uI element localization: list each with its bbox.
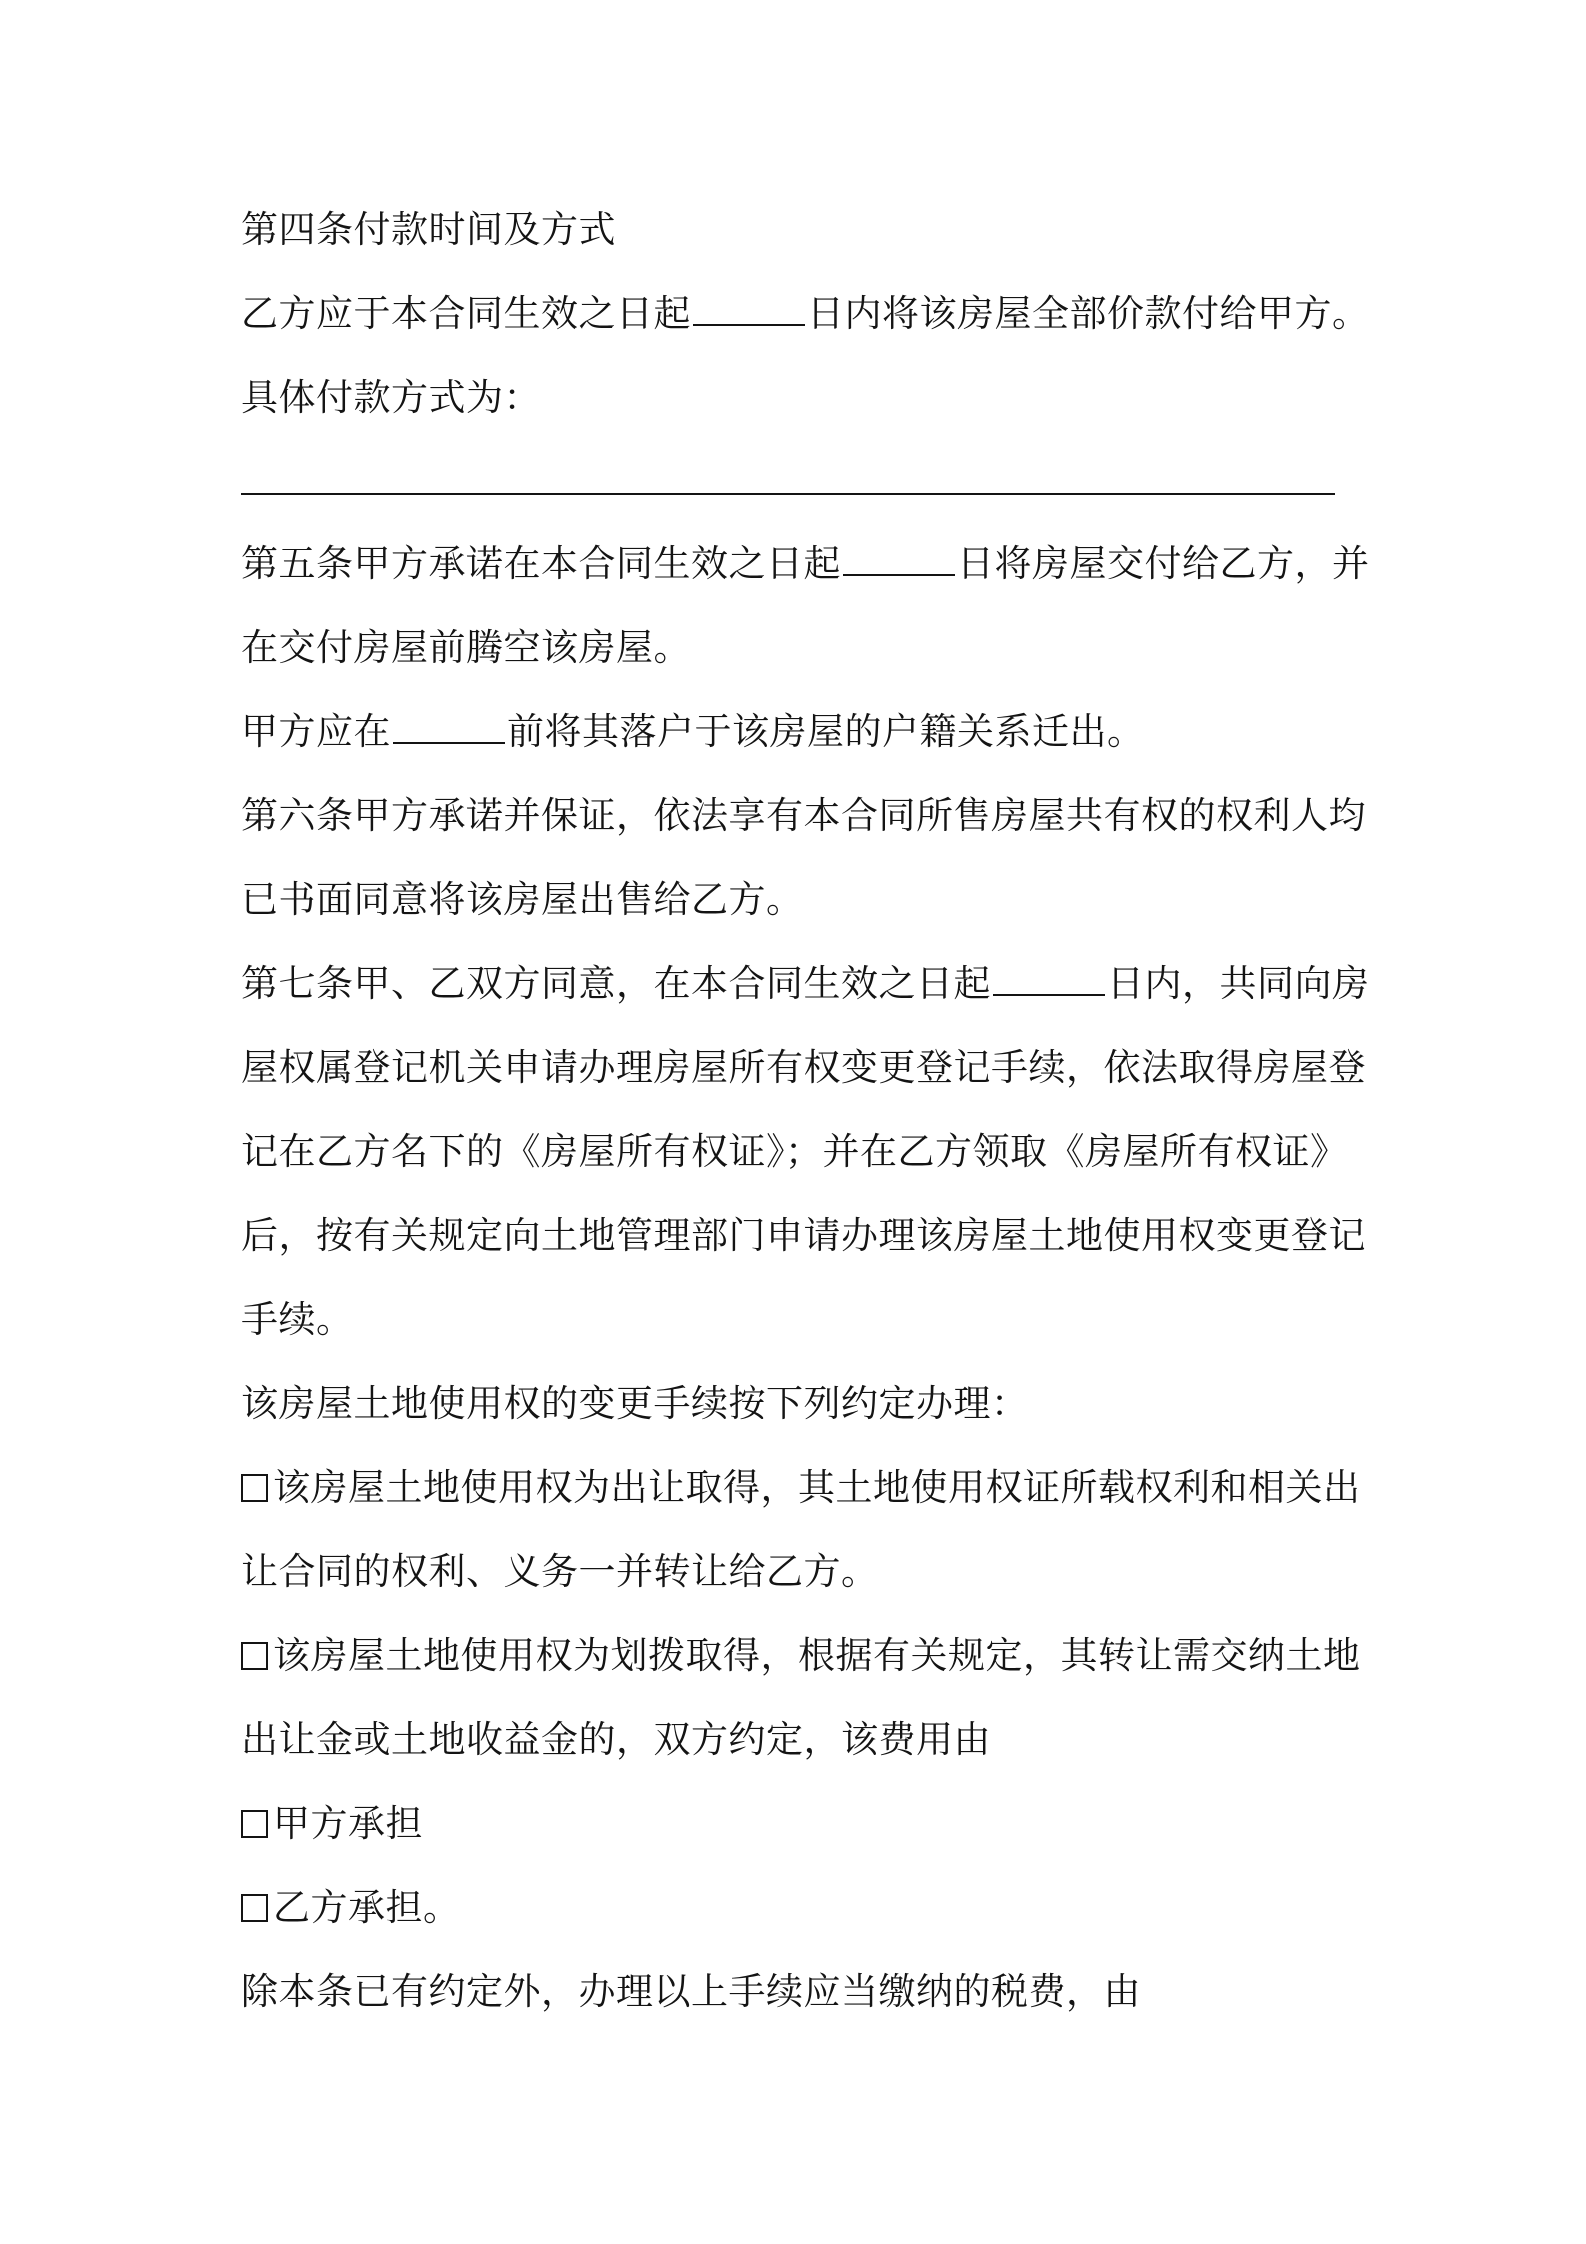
allocated-land-checkbox[interactable] bbox=[241, 1642, 268, 1670]
hukou-date-blank[interactable] bbox=[393, 708, 505, 744]
option-party-a-bears: 甲方承担 bbox=[241, 1799, 423, 1849]
land-use-procedure-heading: 该房屋土地使用权的变更手续按下列约定办理： bbox=[241, 1382, 1029, 1425]
party-b-bears-checkbox[interactable] bbox=[241, 1894, 268, 1922]
option-granted-land-line-1: 该房屋土地使用权为出让取得，其土地使用权证所载权利和相关出 bbox=[241, 1463, 1361, 1513]
article-5-delivery-line: 第五条甲方承诺在本合同生效之日起 日将房屋交付给乙方，并 bbox=[241, 542, 1370, 585]
option-allocated-land-line-2: 出让金或土地收益金的，双方约定，该费用由 bbox=[241, 1718, 991, 1761]
granted-land-checkbox[interactable] bbox=[241, 1474, 268, 1502]
option-party-b-bears: 乙方承担。 bbox=[241, 1883, 461, 1933]
article-7-line-4: 后，按有关规定向土地管理部门申请办理该房屋土地使用权变更登记 bbox=[241, 1214, 1366, 1257]
article-5-hukou-line: 甲方应在 前将其落户于该房屋的户籍关系迁出。 bbox=[241, 710, 1145, 753]
payment-days-blank[interactable] bbox=[693, 290, 805, 326]
article-4-payment-days-line: 乙方应于本合同生效之日起 日内将该房屋全部价款付给甲方。 bbox=[241, 292, 1370, 335]
article-7-line-3: 记在乙方名下的《房屋所有权证》；并在乙方领取《房屋所有权证》 bbox=[241, 1130, 1348, 1173]
article-6-line-2: 已书面同意将该房屋出售给乙方。 bbox=[241, 878, 804, 921]
article-7-line-5: 手续。 bbox=[241, 1298, 354, 1341]
payment-method-fill-line[interactable] bbox=[241, 493, 1335, 495]
party-a-bears-checkbox[interactable] bbox=[241, 1810, 268, 1838]
registration-days-blank[interactable] bbox=[993, 960, 1105, 996]
article-4-payment-method-label: 具体付款方式为： bbox=[241, 376, 541, 419]
taxes-line: 除本条已有约定外，办理以上手续应当缴纳的税费，由 bbox=[241, 1970, 1141, 2013]
article-6-line-1: 第六条甲方承诺并保证，依法享有本合同所售房屋共有权的权利人均 bbox=[241, 794, 1366, 837]
article-5-vacate-line: 在交付房屋前腾空该房屋。 bbox=[241, 626, 691, 669]
article-4-title: 第四条付款时间及方式 bbox=[241, 208, 616, 251]
option-granted-land-line-2: 让合同的权利、义务一并转让给乙方。 bbox=[241, 1550, 879, 1593]
article-7-line-1: 第七条甲、乙双方同意，在本合同生效之日起 日内，共同向房 bbox=[241, 962, 1370, 1005]
option-allocated-land-line-1: 该房屋土地使用权为划拨取得，根据有关规定，其转让需交纳土地 bbox=[241, 1631, 1361, 1681]
article-7-line-2: 屋权属登记机关申请办理房屋所有权变更登记手续，依法取得房屋登 bbox=[241, 1046, 1366, 1089]
delivery-days-blank[interactable] bbox=[843, 540, 955, 576]
